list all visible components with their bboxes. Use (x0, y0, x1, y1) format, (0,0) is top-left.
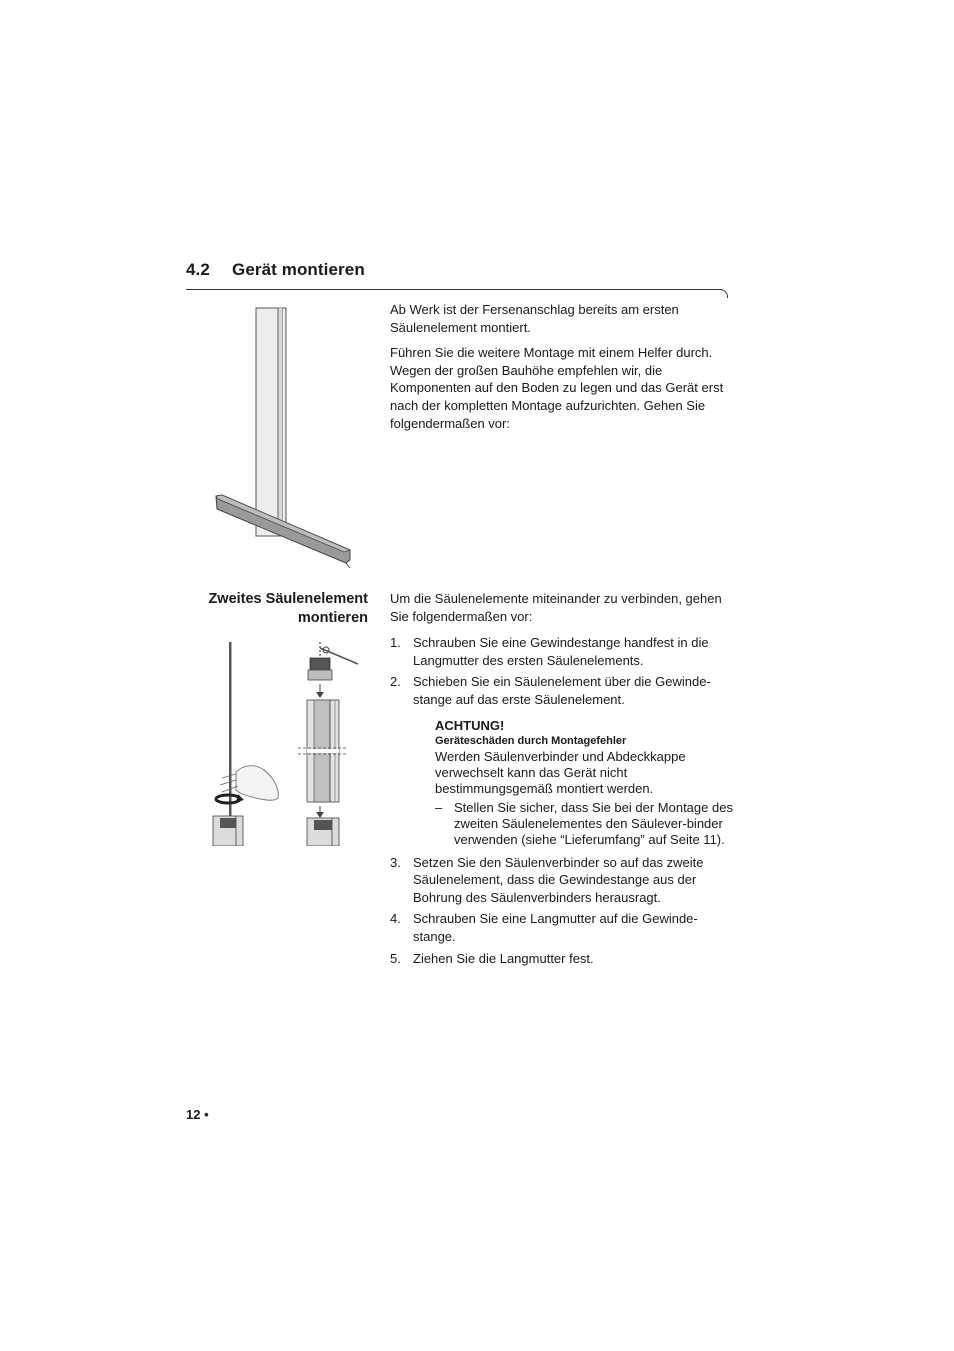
subsection-heading (186, 590, 368, 628)
intro-text (390, 301, 732, 432)
warning-bullet-text: Stellen Sie sicher, dass Sie bei der Montage des zweiten Säulenelementes den Säulever-binder verwenden (siehe “Lieferumfang” auf Seite 11). (454, 799, 733, 847)
section-number: 4.2 (186, 260, 210, 279)
step-number: 5. (390, 950, 401, 966)
step-number: 3. (390, 854, 401, 870)
bullet-dash: – (435, 799, 443, 815)
steps-list-b (390, 854, 734, 968)
warning-text: Werden Säulenverbinder und Abdeckkappe verwechselt kann das Gerät nicht bestimmungsgemäß montiert werden. (435, 748, 686, 796)
step-number: 4. (390, 911, 401, 927)
intro-paragraph-1: Ab Werk ist der Fersenanschlag bereits am ersten Säulenelement montiert. (390, 302, 679, 335)
section-heading (186, 260, 365, 280)
intro-paragraph-2: Führen Sie die weitere Montage mit einem Helfer durch. Wegen der großen Bauhöhe empfehlen wir, die Komponenten auf den Boden zu legen und das Gerät erst nach der kompletten Montage aufzurichten. Gehen Sie folgendermaßen vor: (390, 345, 724, 431)
step-1 (390, 634, 734, 669)
step-3 (390, 854, 734, 907)
step-number: 2. (390, 674, 401, 690)
subsection-title-line-2: montieren (297, 610, 368, 626)
step-text: Setzen Sie den Säulenverbinder so auf das zweite Säulenelement, dass die Gewindestange aus der Bohrung des Säulenverbinders herausragt. (413, 854, 704, 905)
subsection-body (390, 590, 734, 967)
step-4 (390, 910, 734, 945)
step-text: Ziehen Sie die Langmutter fest. (413, 950, 594, 966)
subsection-title-line-1: Zweites Säulenelement (208, 591, 368, 607)
step-5 (390, 950, 734, 968)
warning-title: ACHTUNG! (435, 717, 505, 733)
subsection-lead: Um die Säulenelemente miteinander zu verbinden, gehen Sie folgendermaßen vor: (390, 591, 722, 624)
heading-rule (186, 289, 720, 290)
warning-bullet (435, 800, 734, 848)
column-assembly-illustration (208, 640, 358, 846)
warning-box (435, 718, 734, 848)
column-heel-stop-illustration (200, 298, 360, 578)
section-title: Gerät montieren (232, 260, 365, 279)
page-number: 12 • (186, 1107, 209, 1122)
steps-list-a (390, 634, 734, 708)
step-text: Schrauben Sie eine Langmutter auf die Gewinde-stange. (413, 911, 698, 944)
step-text: Schrauben Sie eine Gewindestange handfest in die Langmutter des ersten Säulenelements. (413, 635, 709, 668)
heading-rule-hook (718, 289, 728, 298)
step-number: 1. (390, 635, 401, 651)
step-text: Schieben Sie ein Säulenelement über die Gewinde-stange auf das erste Säulenelement. (413, 674, 711, 707)
step-2 (390, 673, 734, 708)
warning-subtitle: Geräteschäden durch Montagefehler (435, 734, 627, 747)
